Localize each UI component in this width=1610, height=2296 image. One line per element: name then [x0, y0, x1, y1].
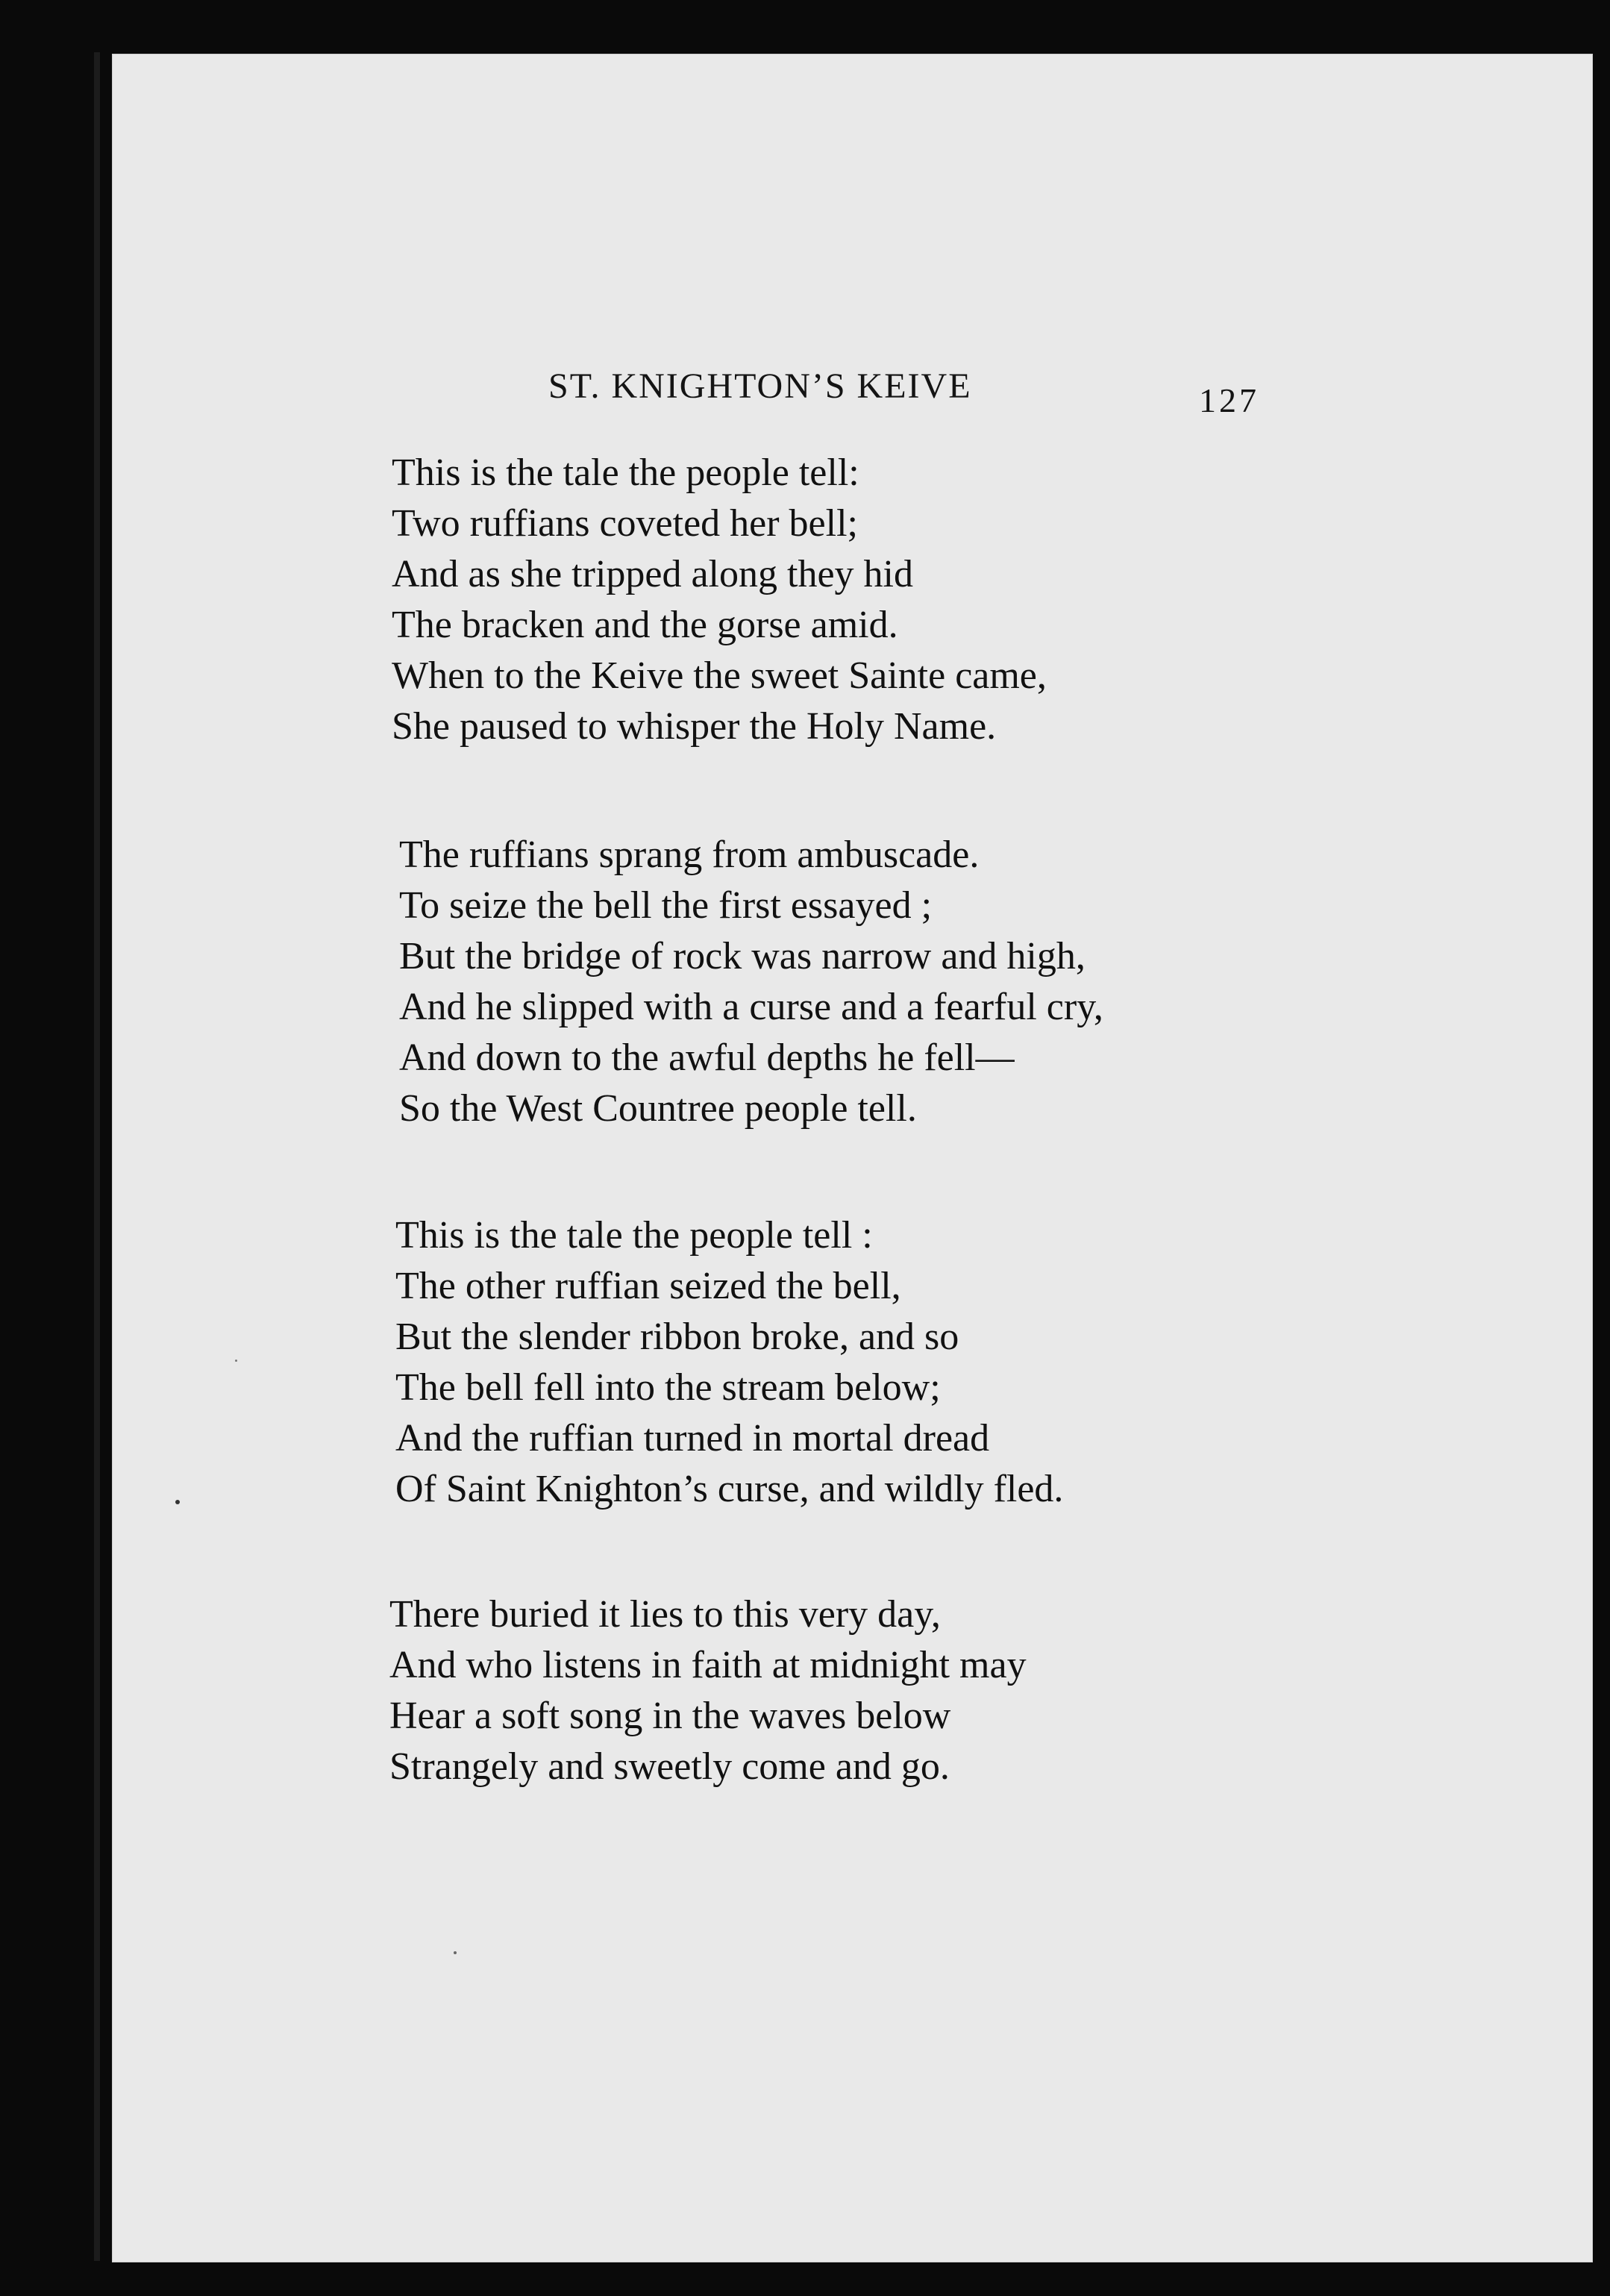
page-number: 127	[1199, 381, 1259, 419]
poem-line: The bell fell into the stream below;	[395, 1366, 941, 1409]
poem-line: And as she tripped along they hid	[392, 553, 913, 595]
poem-line: When to the Keive the sweet Sainte came,	[392, 654, 1047, 697]
dust-speck	[175, 1500, 180, 1504]
poem-line: So the West Countree people tell.	[399, 1087, 917, 1130]
poem-line: There buried it lies to this very day,	[389, 1593, 941, 1636]
poem-line: Two ruffians coveted her bell;	[392, 502, 858, 545]
poem-line: But the slender ribbon broke, and so	[395, 1316, 959, 1358]
poem-line: Hear a soft song in the waves below	[389, 1695, 951, 1737]
poem-line: Of Saint Knighton’s curse, and wildly fled.	[395, 1468, 1064, 1510]
poem-line: But the bridge of rock was narrow and high,	[399, 935, 1086, 977]
stanza-1	[392, 448, 1047, 752]
dust-speck	[235, 1360, 237, 1362]
poem-line: The bracken and the gorse amid.	[392, 604, 898, 646]
poem-line: Strangely and sweetly come and go.	[389, 1745, 950, 1788]
poem-line: The ruffians sprang from ambuscade.	[399, 833, 980, 876]
dust-speck	[454, 1951, 457, 1954]
poem-line: This is the tale the people tell :	[395, 1214, 873, 1257]
stanza-2	[399, 830, 1103, 1134]
poem-line: This is the tale the people tell:	[392, 451, 859, 494]
poem-line: And who listens in faith at midnight may	[389, 1644, 1027, 1686]
book-spine-edge	[94, 52, 100, 2261]
stanza-3	[395, 1210, 1063, 1515]
running-head: ST. KNIGHTON’S KEIVE	[548, 366, 972, 406]
poem-line: The other ruffian seized the bell,	[395, 1265, 901, 1307]
poem-line: She paused to whisper the Holy Name.	[392, 705, 997, 748]
poem-line: And the ruffian turned in mortal dread	[395, 1417, 990, 1460]
poem-line: And down to the awful depths he fell—	[399, 1036, 1015, 1079]
stanza-4	[389, 1589, 1027, 1792]
poem-line: And he slipped with a curse and a fearful cry,	[399, 986, 1103, 1028]
poem-line: To seize the bell the first essayed ;	[399, 884, 933, 927]
